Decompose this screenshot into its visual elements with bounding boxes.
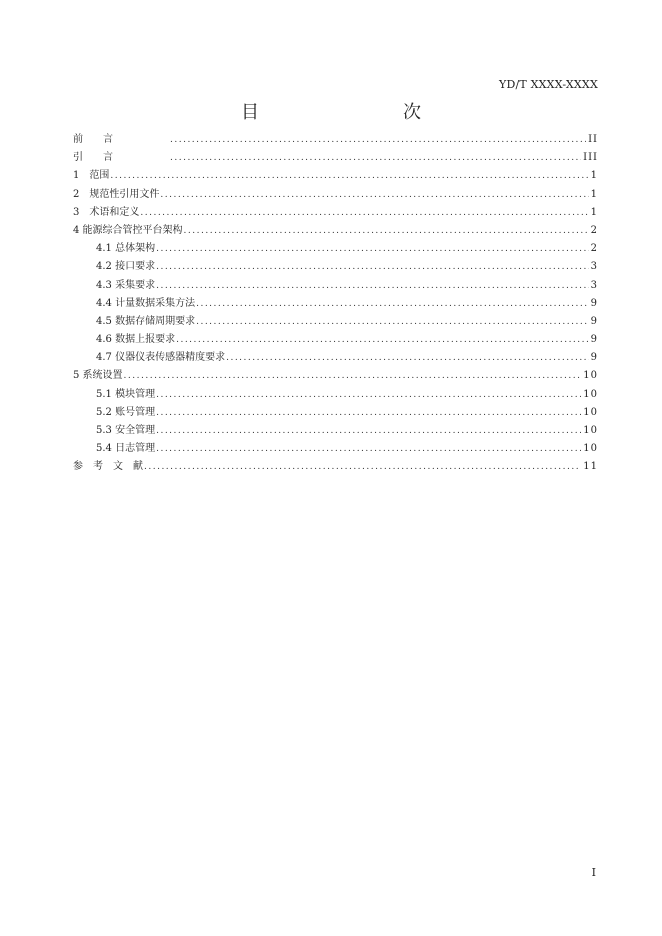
toc-entry[interactable]: [73, 258, 598, 276]
page-title: 目 次: [241, 102, 457, 123]
toc-leader-dots: [110, 167, 588, 185]
toc-entry-page: 2: [590, 243, 598, 255]
table-of-contents: [73, 131, 598, 477]
toc-entry[interactable]: [73, 295, 598, 313]
toc-entry[interactable]: [73, 458, 598, 476]
toc-entry[interactable]: [73, 331, 598, 349]
toc-leader-dots: [176, 331, 589, 349]
standard-code: YD/T XXXX-XXXX: [498, 78, 598, 91]
toc-entry-page: 3: [590, 261, 598, 273]
toc-entry-page: 10: [583, 370, 598, 382]
toc-leader-dots: [156, 404, 581, 422]
toc-entry-label: 4.6 数据上报要求: [96, 334, 176, 346]
toc-entry-page: 10: [583, 406, 598, 418]
toc-entry[interactable]: [73, 149, 598, 167]
toc-entry-page: 1: [590, 170, 598, 182]
toc-entry-label: 前 言: [73, 134, 113, 145]
toc-entry-page: 9: [590, 297, 598, 309]
toc-leader-dots: [160, 186, 588, 204]
toc-entry[interactable]: [73, 277, 598, 295]
toc-leader-dots: [196, 295, 589, 313]
toc-entry-page: 9: [590, 352, 598, 364]
toc-entry-page: 9: [590, 334, 598, 346]
toc-entry-label: 4.3 采集要求: [96, 279, 156, 291]
toc-entry[interactable]: [73, 240, 598, 258]
toc-leader-dots: [170, 149, 581, 167]
toc-leader-dots: [144, 458, 581, 476]
toc-entry[interactable]: [73, 222, 598, 240]
toc-leader-dots: [184, 222, 589, 240]
toc-entry-label: 4.5 数据存储周期要求: [96, 315, 196, 327]
toc-entry[interactable]: [73, 167, 598, 185]
toc-entry-page: 10: [583, 388, 598, 400]
toc-entry[interactable]: [73, 440, 598, 458]
toc-entry-label: 4.4 计量数据采集方法: [96, 297, 196, 309]
toc-entry[interactable]: [73, 367, 598, 385]
toc-leader-dots: [196, 313, 589, 331]
toc-leader-dots: [124, 367, 582, 385]
toc-leader-dots: [156, 422, 581, 440]
toc-entry-label: 1 范围: [73, 170, 110, 182]
toc-entry-label: 5 系统设置: [73, 370, 123, 382]
toc-entry-page: 9: [590, 315, 598, 327]
toc-entry-page: 10: [583, 443, 598, 455]
toc-entry-label: 4.1 总体架构: [96, 243, 156, 255]
toc-entry[interactable]: [73, 386, 598, 404]
toc-entry-page: 3: [590, 279, 598, 291]
page-number: I: [591, 866, 596, 879]
toc-leader-dots: [226, 349, 589, 367]
toc-entry[interactable]: [73, 313, 598, 331]
toc-entry[interactable]: [73, 204, 598, 222]
toc-leader-dots: [170, 131, 586, 149]
toc-entry-label: 2 规范性引用文件: [73, 188, 160, 200]
toc-leader-dots: [156, 277, 589, 295]
toc-entry-label: 4.2 接口要求: [96, 261, 156, 273]
toc-entry-label: 3 术语和定义: [73, 206, 140, 218]
toc-entry[interactable]: [73, 349, 598, 367]
toc-leader-dots: [156, 440, 581, 458]
toc-entry-page: 10: [583, 425, 598, 436]
toc-leader-dots: [140, 204, 588, 222]
toc-leader-dots: [156, 240, 589, 258]
toc-leader-dots: [156, 386, 581, 404]
toc-entry-label: 5.4 日志管理: [96, 443, 156, 455]
toc-entry[interactable]: [73, 186, 598, 204]
toc-entry-page: 1: [590, 188, 598, 200]
toc-entry-label: 5.1 模块管理: [96, 388, 156, 400]
toc-entry[interactable]: [73, 404, 598, 422]
toc-entry-page: 11: [583, 461, 598, 473]
toc-entry-label: 5.2 账号管理: [96, 406, 156, 418]
toc-entry-page: III: [583, 152, 598, 164]
toc-entry[interactable]: [73, 131, 598, 149]
toc-entry-page: II: [588, 134, 598, 145]
toc-entry-label: 4.7 仪器仪表传感器精度要求: [96, 352, 226, 364]
toc-entry-page: 1: [590, 206, 598, 218]
toc-entry-page: 2: [590, 224, 598, 236]
toc-leader-dots: [156, 258, 589, 276]
toc-entry-label: 4 能源综合管控平台架构: [73, 224, 183, 236]
toc-entry-label: 参 考 文 献: [73, 461, 143, 473]
toc-entry-label: 引 言: [73, 152, 113, 164]
toc-entry[interactable]: [73, 422, 598, 440]
toc-entry-label: 5.3 安全管理: [96, 425, 156, 436]
